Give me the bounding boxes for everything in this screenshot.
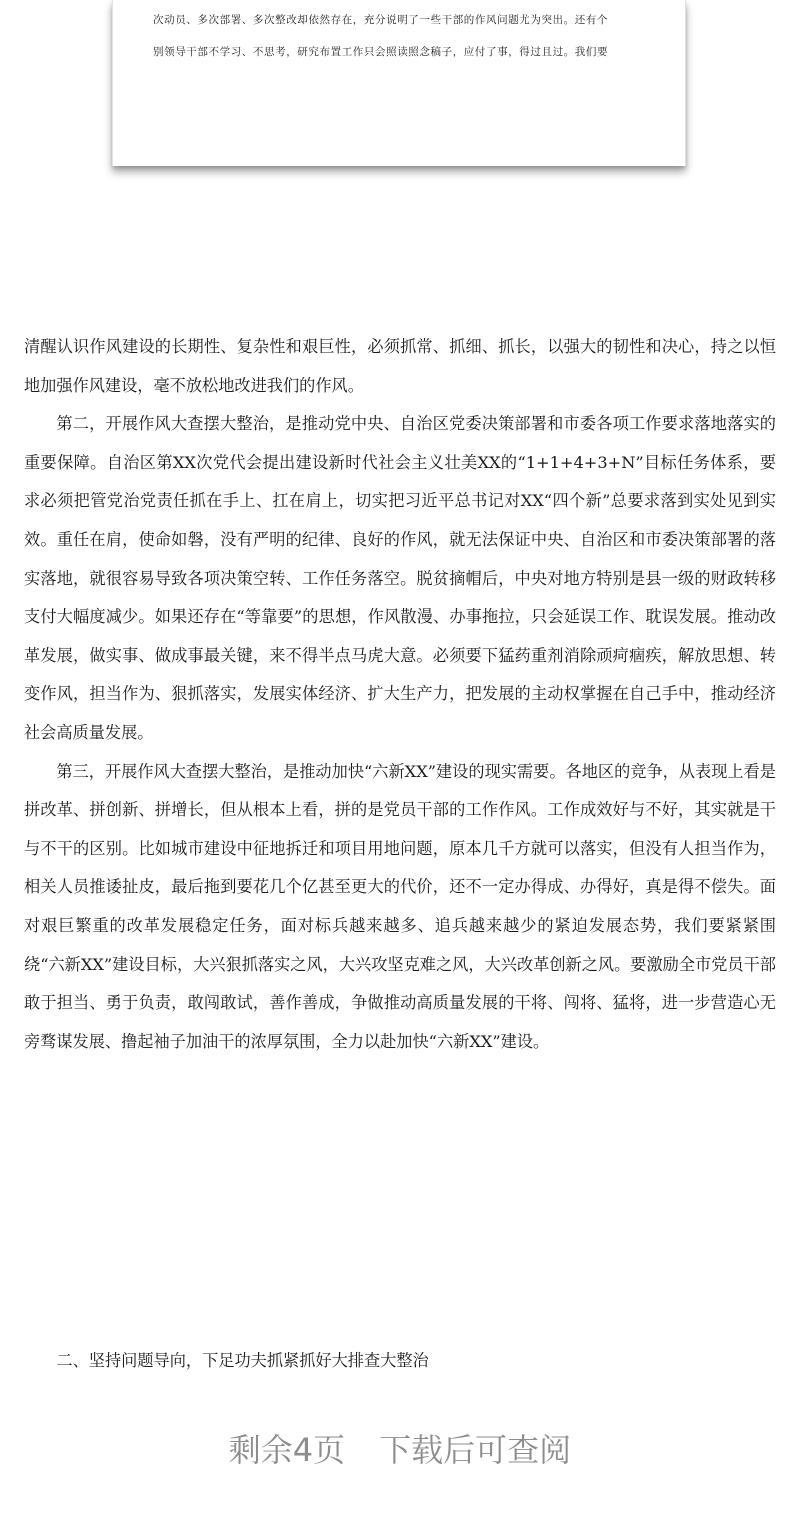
- preview-text-line: 别领导干部不学习、不思考，研究布置工作只会照读照念稿子，应付了事，得过且过。我们要: [153, 46, 609, 58]
- download-prompt[interactable]: [0, 1424, 800, 1476]
- remaining-pages-label: 剩余4页: [228, 1431, 346, 1469]
- article-paragraph: 第三，开展作风大查摆大整治，是推动加快“六新XX”建设的现实需要。各地区的竞争，从表现上看是拼改革、拼创新、拼增长，但从根本上看，拼的是党员干部的工作作风。工作成效好与不好，其实就是干与不干的区别。比如城市建设中征地拆迁和项目用地问题，原本几千方就可以落实，但没有人担当作为，相关人员推诿扯皮，最后拖到要花几个亿甚至更大的代价，还不一定办得成、办得好，真是得不偿失。面对艰巨繁重的改革发展稳定任务，面对标兵越来越多、追兵越来越少的紧迫发展态势，我们要紧紧围绕“六新XX”建设目标，大兴狠抓落实之风，大兴攻坚克难之风，大兴改革创新之风。要激励全市党员干部敢于担当、勇于负责，敢闯敢试，善作善成，争做推动高质量发展的干将、闯将、猛将，进一步营造心无旁骛谋发展、撸起袖子加油干的浓厚氛围，全力以赴加快“六新XX”建设。: [24, 761, 776, 1051]
- article-paragraph: 第二，开展作风大查摆大整治，是推动党中央、自治区党委决策部署和市委各项工作要求落地落实的重要保障。自治区第XX次党代会提出建设新时代社会主义壮美XX的“1+1+4+3+N”目标任务体系，要求必须把管党治党责任抓在手上、扛在肩上，切实把习近平总书记对XX“四个新”总要求落到实处见到实效。重任在肩，使命如磐，没有严明的纪律、良好的作风，就无法保证中央、自治区和市委决策部署的落实落地，就很容易导致各项决策空转、工作任务落空。脱贫摘帽后，中央对地方特别是县一级的财政转移支付大幅度减少。如果还存在“等靠要”的思想，作风散漫、办事拖拉，只会延误工作、耽误发展。推动改革发展，做实事、做成事最关键，来不得半点马虎大意。必须要下猛药重剂消除顽疴痼疾，解放思想、转变作风，担当作为、狠抓落实，发展实体经济、扩大生产力，把发展的主动权掌握在自己手中，推动经济社会高质量发展。: [24, 414, 776, 742]
- article-body: [24, 328, 776, 1061]
- section-heading: 二、坚持问题导向，下足功夫抓紧抓好大排查大整治: [56, 1351, 429, 1370]
- preview-page-card: [112, 0, 686, 166]
- download-to-view-label[interactable]: 下载后可查阅: [379, 1431, 572, 1469]
- article-paragraph: 清醒认识作风建设的长期性、复杂性和艰巨性，必须抓常、抓细、抓长，以强大的韧性和决心，持之以恒地加强作风建设，毫不放松地改进我们的作风。: [24, 337, 776, 395]
- preview-text-line: 次动员、多次部署、多次整改却依然存在，充分说明了一些干部的作风问题尤为突出。还有个: [153, 14, 609, 26]
